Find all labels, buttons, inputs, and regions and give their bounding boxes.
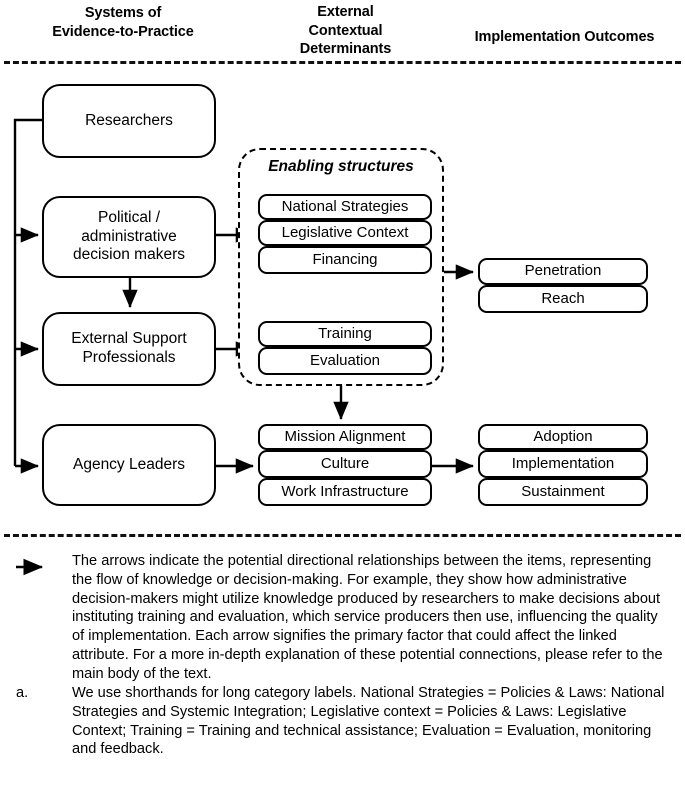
node-work-infrastructure[interactable] [258, 478, 432, 506]
node-penetration[interactable] [478, 258, 648, 285]
node-legislative-context[interactable] [258, 220, 432, 246]
column-header-determinants-line1: External [317, 4, 374, 20]
node-adoption-label: Adoption [533, 427, 593, 445]
column-header-systems-line1: Systems of [84, 5, 162, 21]
edge-researchers-bus [15, 120, 42, 466]
column-header-systems [18, 4, 228, 41]
node-adoption[interactable] [478, 424, 648, 450]
node-training-label: Training [318, 324, 372, 342]
node-work-infrastructure-label: Work Infrastructure [281, 482, 409, 500]
column-header-systems-line2: Evidence-to-Practice [52, 23, 194, 40]
node-agency-leaders-label: Agency Leaders [72, 455, 186, 473]
column-header-determinants [258, 3, 433, 59]
node-researchers-label: Researchers [85, 111, 173, 129]
node-mission-alignment-label: Mission Alignment [284, 427, 406, 445]
node-external-support-line2: Professionals [82, 349, 176, 366]
node-political-line1: Political / [97, 208, 161, 226]
node-implementation[interactable] [478, 450, 648, 478]
node-culture[interactable] [258, 450, 432, 478]
node-reach[interactable] [478, 285, 648, 313]
node-financing[interactable] [258, 246, 432, 274]
arrow-right-icon [14, 556, 54, 578]
column-header-determinants-line3: Determinants [299, 41, 392, 58]
node-sustainment[interactable] [478, 478, 648, 506]
node-external-support-professionals[interactable] [42, 312, 216, 386]
node-evaluation[interactable] [258, 347, 432, 375]
node-researchers[interactable] [42, 84, 216, 158]
node-reach-label: Reach [541, 289, 585, 307]
column-header-determinants-line2: Contextual [308, 22, 383, 39]
enabling-structures-label: Enabling structures [268, 158, 414, 175]
node-mission-alignment[interactable] [258, 424, 432, 450]
footnote-text: We use shorthands for long category labels. National Strategies = Policies & Laws: National Strategies and Systemic Integration; Legislative context = Policies & Laws: Legislative Context; Training = Training and technical assistance; Evaluation = Evaluation, monitoring and feedback. [72, 685, 665, 758]
column-header-outcomes: Implementation Outcomes [474, 29, 655, 45]
node-implementation-label: Implementation [511, 454, 615, 472]
arrow-legend-text: The arrows indicate the potential directional relationships between the items, representing the flow of knowledge or decision-making. For example, they show how administrative decision-makers might utilize knowledge produced by researchers to make decisions about instituting training and evaluation, which service producers then use, influencing the quality of implementation. Each arrow signifies the primary factor that could affect the linked attribute. For a more in-depth explanation of these potential connections, please refer to the main body of the text. [72, 553, 663, 682]
node-political-line2: administrative [81, 227, 177, 245]
node-sustainment-label: Sustainment [521, 482, 605, 500]
node-financing-label: Financing [312, 250, 378, 268]
node-evaluation-label: Evaluation [309, 351, 381, 369]
node-training[interactable] [258, 321, 432, 347]
node-national-strategies-label: National Strategies [281, 197, 409, 215]
footnote-marker: a. [16, 685, 29, 701]
node-penetration-label: Penetration [524, 262, 602, 280]
node-legislative-context-label: Legislative Context [281, 223, 409, 241]
divider-bottom [4, 534, 681, 537]
node-political-line3: decision makers [73, 246, 185, 264]
node-agency-leaders[interactable] [42, 424, 216, 506]
node-culture-label: Culture [320, 454, 370, 472]
node-political-decision-makers[interactable] [42, 196, 216, 278]
divider-top [4, 61, 681, 64]
node-national-strategies[interactable] [258, 194, 432, 220]
node-external-support-line1: External Support [71, 330, 187, 348]
